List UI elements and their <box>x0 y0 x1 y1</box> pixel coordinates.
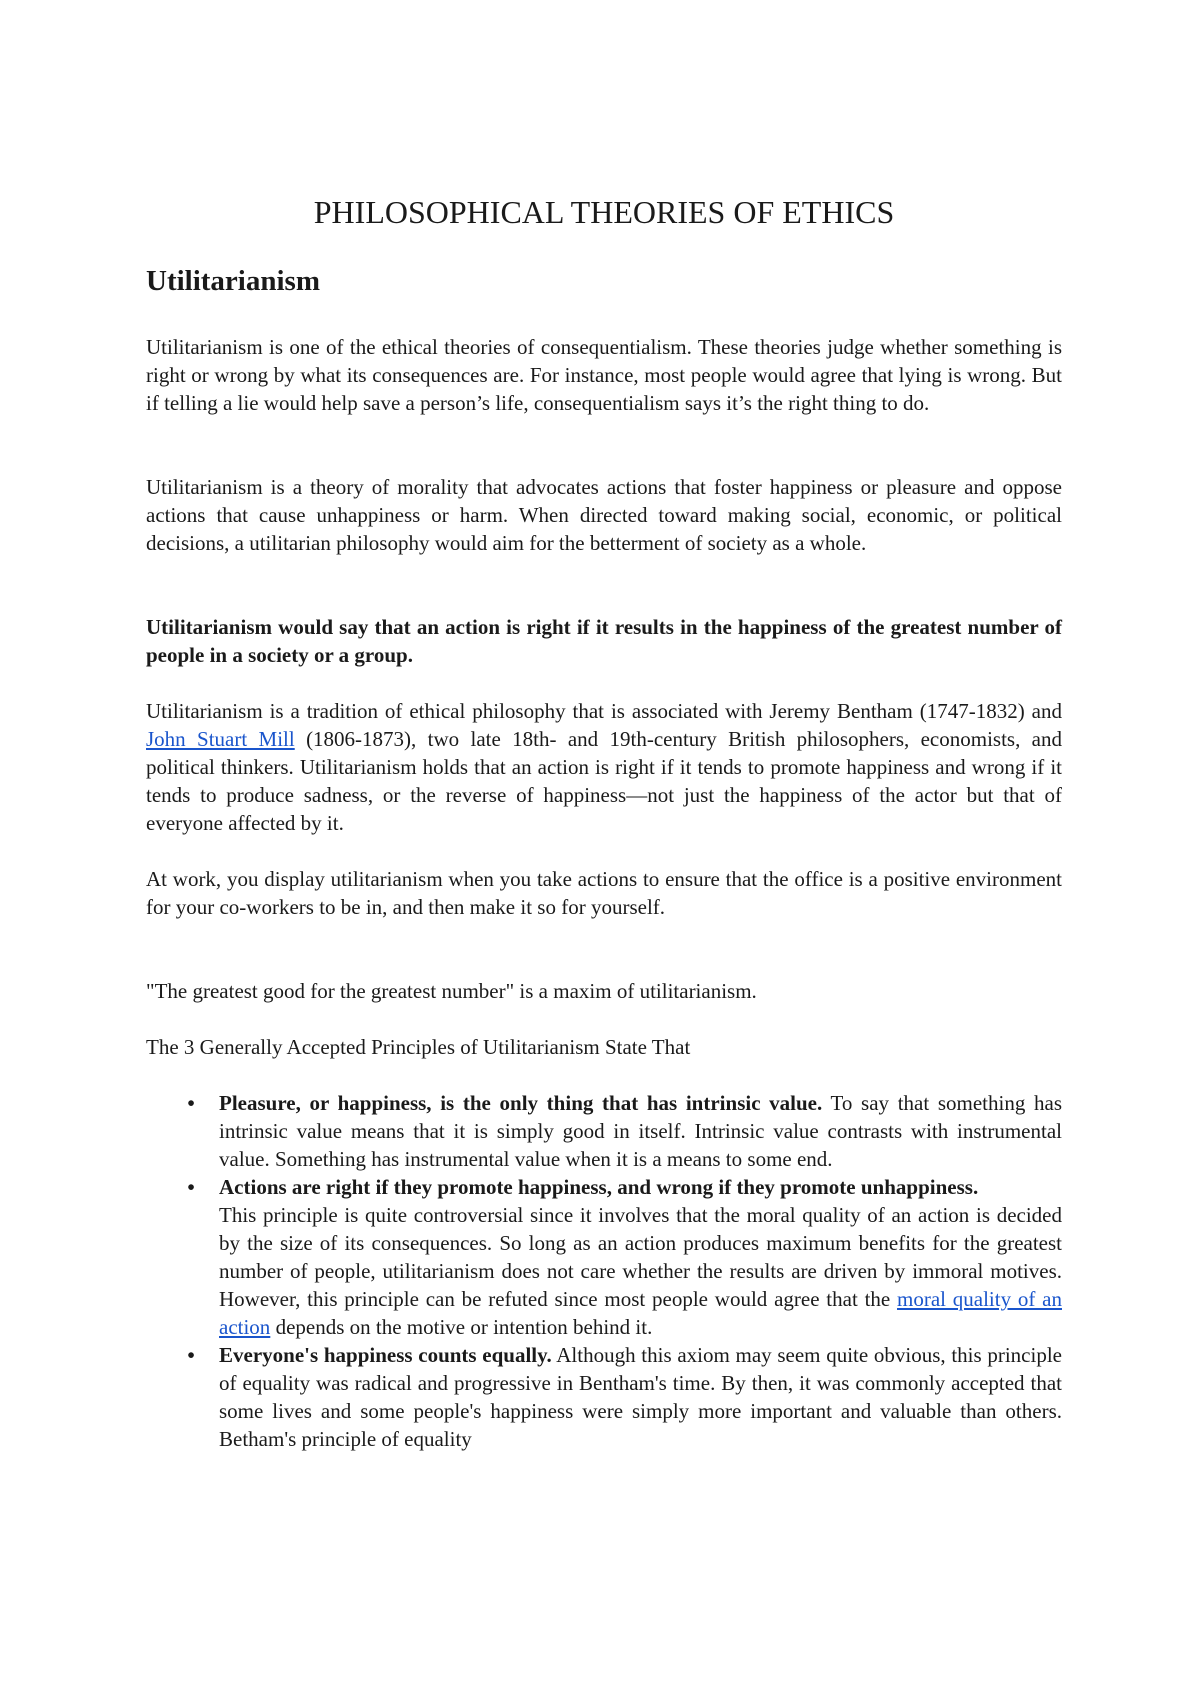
principle-3-heading: Everyone's happiness counts equally. <box>219 1343 552 1367</box>
paragraph-at-work: At work, you display utilitarianism when you take actions to ensure that the office is a positive environment for your co-workers to be in, and then make it so for yourself. <box>146 867 1062 919</box>
bullet-icon: • <box>187 1175 195 1199</box>
principle-item-2 <box>187 1173 1062 1341</box>
principle-item-3 <box>187 1341 1062 1453</box>
paragraph-maxim: "The greatest good for the greatest number" is a maxim of utilitarianism. <box>146 979 757 1003</box>
paragraph-history <box>146 697 1062 837</box>
bullet-icon: • <box>187 1343 195 1367</box>
section-heading: Utilitarianism <box>146 265 320 297</box>
principle-2-text-end: depends on the motive or intention behind it. <box>270 1315 653 1339</box>
paragraph-key-statement: Utilitarianism would say that an action is right if it results in the happiness of the greatest number of people in a society or a group. <box>146 615 1062 667</box>
paragraph-history-text-end: (1806-1873), two late 18th- and 19th-century British philosophers, economists, and political thinkers. Utilitarianism holds that an action is right if it tends to promote happiness and wrong if it tends to produce sadness, or the reverse of happiness—not just the happiness of the actor but that of everyone affected by it. <box>146 727 1062 835</box>
paragraph-consequentialism: Utilitarianism is one of the ethical theories of consequentialism. These theories judge whether something is right or wrong by what its consequences are. For instance, most people would agree that lying is wrong. But if telling a lie would help save a person’s life, consequentialism says it’s the right thing to do. <box>146 335 1062 415</box>
principle-1-heading: Pleasure, or happiness, is the only thing that has intrinsic value. <box>219 1091 823 1115</box>
paragraph-morality-theory: Utilitarianism is a theory of morality that advocates actions that foster happiness or pleasure and oppose actions that cause unhappiness or harm. When directed toward making social, economic, or political decisions, a utilitarian philosophy would aim for the betterment of society as a whole. <box>146 475 1062 555</box>
principles-list <box>187 1089 1062 1453</box>
principle-2-heading: Actions are right if they promote happiness, and wrong if they promote unhappiness. <box>219 1175 979 1199</box>
john-stuart-mill-link[interactable]: John Stuart Mill <box>146 727 295 751</box>
document-title: PHILOSOPHICAL THEORIES OF ETHICS <box>313 194 895 230</box>
moral-quality-link[interactable]: moral quality of an action <box>219 1287 1062 1339</box>
principle-2-text-start: This principle is quite controversial since it involves that the moral quality of an action is decided by the size of its consequences. So long as an action produces maximum benefits for the greatest number of people, utilitarianism does not care whether the results are driven by immoral motives. However, this principle can be refuted since most people would agree that the <box>219 1203 1062 1311</box>
bullet-icon: • <box>187 1091 195 1115</box>
principle-3-text: Although this axiom may seem quite obvious, this principle of equality was radical and progressive in Bentham's time. By then, it was commonly accepted that some lives and some people's happiness were simply more important and valuable than others. Betham's principle of equality <box>219 1343 1062 1451</box>
principle-item-1 <box>187 1089 1062 1173</box>
paragraph-principles-intro: The 3 Generally Accepted Principles of Utilitarianism State That <box>146 1035 691 1059</box>
principle-1-text: To say that something has intrinsic value means that it is simply good in itself. Intrinsic value contrasts with instrumental value. Something has instrumental value when it is a means to some end. <box>219 1091 1062 1171</box>
paragraph-history-text-start: Utilitarianism is a tradition of ethical philosophy that is associated with Jeremy Bentham (1747-1832) and <box>146 699 1062 723</box>
